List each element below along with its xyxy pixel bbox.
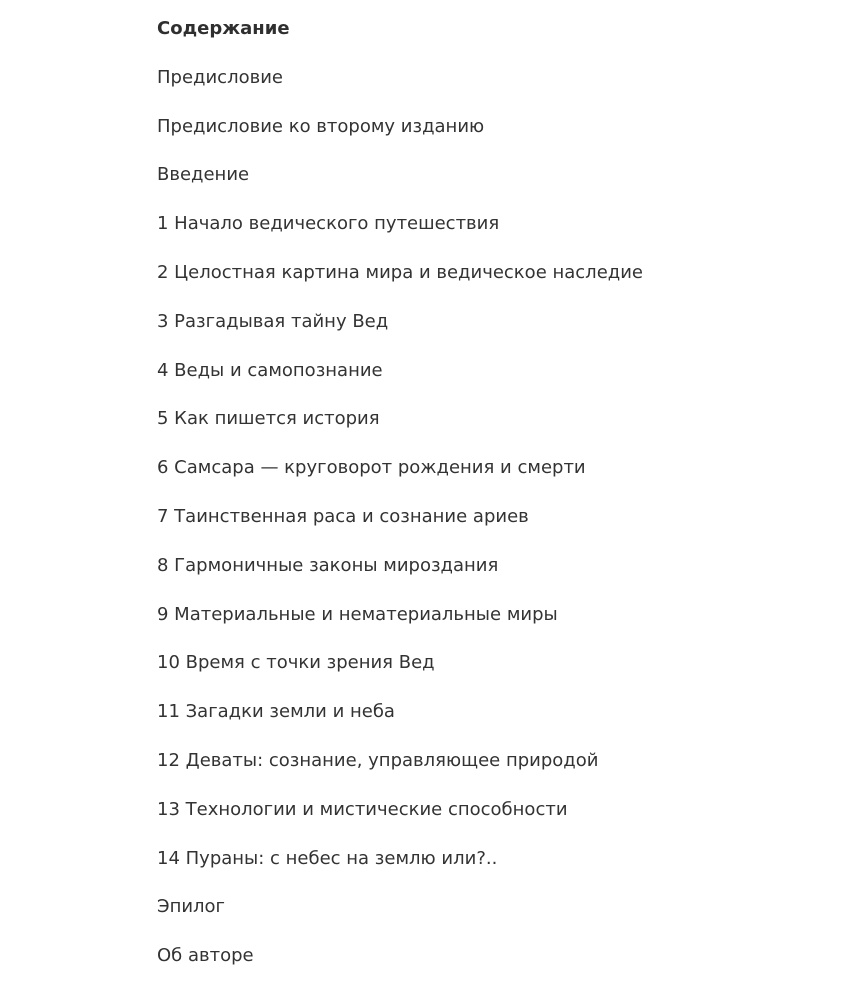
toc-item-introduction[interactable]: Введение xyxy=(157,164,250,186)
table-of-contents xyxy=(157,15,817,991)
toc-item-chapter-5[interactable]: 5 Как пишется история xyxy=(157,408,380,430)
toc-item-chapter-9[interactable]: 9 Материальные и нематериальные миры xyxy=(157,603,558,625)
toc-item-chapter-12[interactable]: 12 Деваты: сознание, управляющее природой xyxy=(157,749,599,771)
toc-item-chapter-7[interactable]: 7 Таинственная раса и сознание ариев xyxy=(157,505,529,527)
toc-item-preface[interactable]: Предисловие xyxy=(157,66,283,88)
toc-item-chapter-3[interactable]: 3 Разгадывая тайну Вед xyxy=(157,310,389,332)
toc-list xyxy=(157,64,817,970)
toc-item-chapter-8[interactable]: 8 Гармоничные законы мироздания xyxy=(157,554,499,576)
toc-item-chapter-1[interactable]: 1 Начало ведического путешествия xyxy=(157,213,500,235)
toc-item-preface-second-edition[interactable]: Предисловие ко второму изданию xyxy=(157,115,485,137)
toc-item-epilogue[interactable]: Эпилог xyxy=(157,896,226,918)
toc-item-chapter-2[interactable]: 2 Целостная картина мира и ведическое наследие xyxy=(157,261,643,283)
toc-item-about-author[interactable]: Об авторе xyxy=(157,945,254,967)
toc-item-chapter-10[interactable]: 10 Время с точки зрения Вед xyxy=(157,652,435,674)
toc-item-chapter-13[interactable]: 13 Технологии и мистические способности xyxy=(157,798,568,820)
toc-item-chapter-6[interactable]: 6 Самсара — круговорот рождения и смерти xyxy=(157,457,586,479)
toc-item-chapter-14[interactable]: 14 Пураны: с небес на землю или?.. xyxy=(157,847,498,869)
toc-item-chapter-4[interactable]: 4 Веды и самопознание xyxy=(157,359,383,381)
toc-heading: Содержание xyxy=(157,18,290,39)
toc-item-chapter-11[interactable]: 11 Загадки земли и неба xyxy=(157,701,395,723)
